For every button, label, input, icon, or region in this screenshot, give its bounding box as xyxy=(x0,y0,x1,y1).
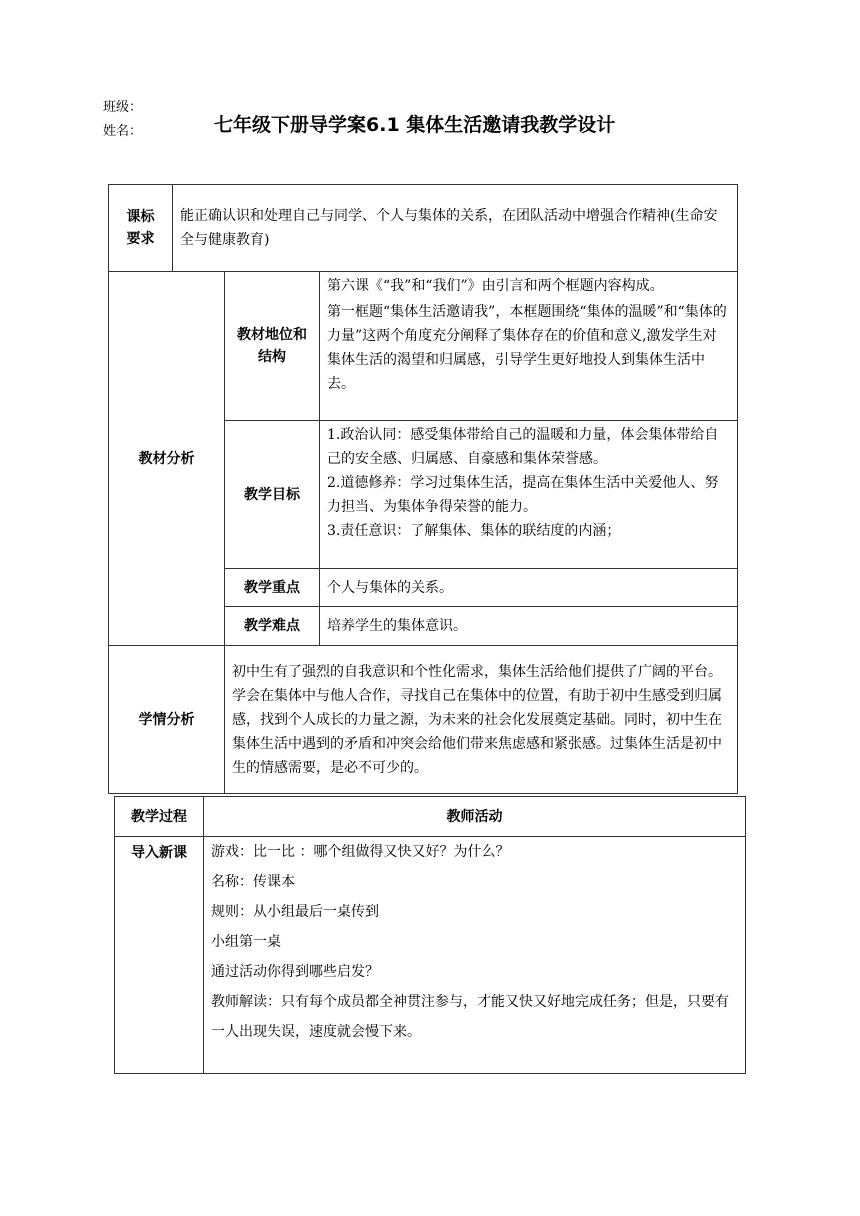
intro-line: 名称：传课本 xyxy=(211,874,295,890)
position-line: 第一框题“集体生活邀请我”，本框题围绕“集体的温暖”和“集体的力量”这两个角度充分阐释了集体存在的价值和意义,激发学生对集体生活的渴望和归属感，引导学生更好地投人到集体生活中去。 xyxy=(327,304,727,392)
intro-label: 导入新课 xyxy=(115,837,204,1074)
goal-line: 2.道德修养：学习过集体生活，提高在集体生活中关爱他人、努力担当、为集体争得荣誉的能力。 xyxy=(327,475,719,515)
goal-line: 1.政治认同：感受集体带给自己的温暖和力量，体会集体带给自己的安全感、归属感、自豪感和集体荣誉感。 xyxy=(327,427,719,467)
intro-line: 教师解读：只有每个成员都全神贯注参与，才能又快又好地完成任务；但是，只要有一人出现失误，速度就会慢下来。 xyxy=(211,994,729,1040)
name-label: 姓名： xyxy=(103,124,143,139)
difficulty-label: 教学难点 xyxy=(225,607,320,646)
goals-label: 教学目标 xyxy=(225,421,320,569)
goals-text xyxy=(320,421,738,569)
key-label: 教学重点 xyxy=(225,569,320,607)
standard-label: 课标要求 xyxy=(109,185,173,272)
position-line: 第六课《“我”和“我们”》由引言和两个框题内容构成。 xyxy=(327,278,664,294)
process-col-header: 教学过程 xyxy=(115,797,204,837)
intro-line: 游戏：比一比 ：哪个组做得又快又好？为什么？ xyxy=(211,844,510,860)
design-table xyxy=(108,184,738,794)
key-text: 个人与集体的关系。 xyxy=(320,569,738,607)
goal-line: 3.责任意识：了解集体、集体的联结度的内涵； xyxy=(327,523,621,539)
students-row xyxy=(109,646,738,794)
students-label: 学情分析 xyxy=(109,646,225,794)
page-title: 七年级下册导学案6.1 集体生活邀请我教学设计 xyxy=(214,114,616,136)
header-labels xyxy=(103,96,142,144)
intro-row xyxy=(115,837,746,1074)
class-label: 班级： xyxy=(103,100,143,115)
intro-line: 小组第一桌 xyxy=(211,934,281,950)
process-header-row xyxy=(115,797,746,837)
standard-text: 能正确认识和处理自己与同学、个人与集体的关系，在团队活动中增强合作精神(生命安全与健康教育) xyxy=(173,185,738,272)
intro-line: 规则：从小组最后一桌传到 xyxy=(211,904,379,920)
intro-text xyxy=(204,837,746,1074)
intro-line: 通过活动你得到哪些启发？ xyxy=(211,964,379,980)
students-text: 初中生有了强烈的自我意识和个性化需求，集体生活给他们提供了广阔的平台。学会在集体中与他人合作，寻找自己在集体中的位置，有助于初中生感受到归属感，找到个人成长的力量之源，为未来的社会化发展奠定基础。同时，初中生在集体生活中遇到的矛盾和冲突会给他们带来焦虑感和紧张感。过集体生活是初中生的情感需要，是必不可少的。 xyxy=(225,646,738,794)
difficulty-text: 培养学生的集体意识。 xyxy=(320,607,738,646)
material-label: 教材分析 xyxy=(109,272,225,646)
position-text xyxy=(320,272,738,421)
position-row xyxy=(109,272,738,421)
standard-row xyxy=(109,185,738,272)
position-label: 教材地位和结构 xyxy=(225,272,320,421)
process-table xyxy=(114,796,746,1074)
activity-col-header: 教师活动 xyxy=(204,797,746,837)
